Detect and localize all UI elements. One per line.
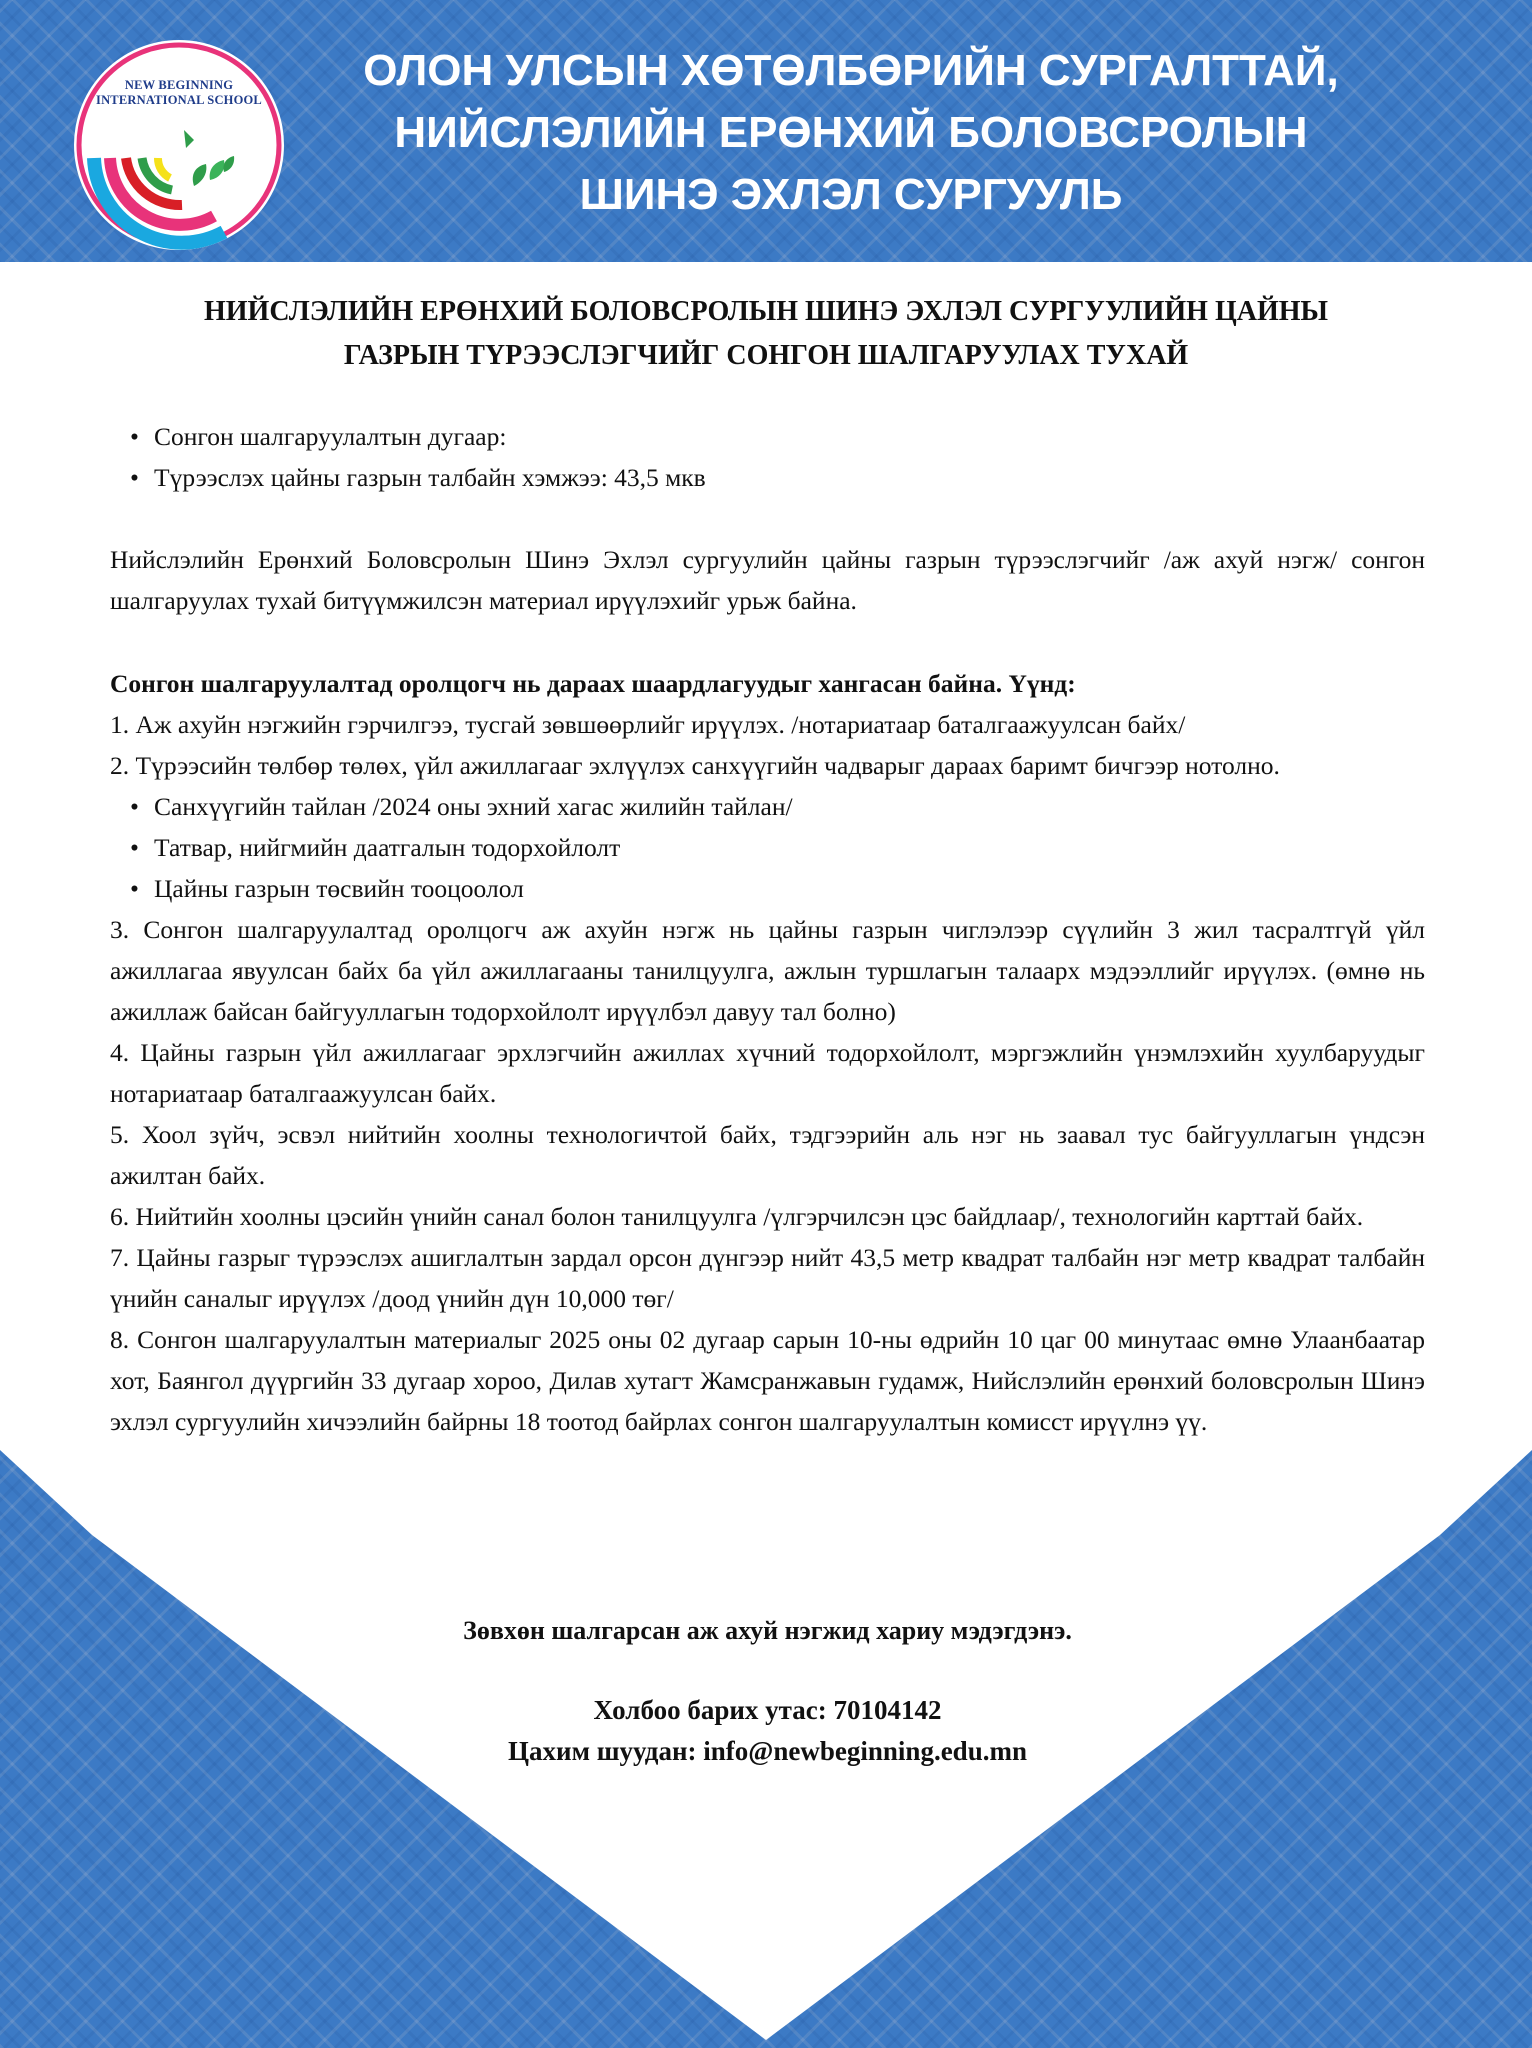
requirement-item-8: 8. Сонгон шалгаруулалтын материалыг 2025 оны 02 дугаар сарын 10-ны өдрийн 10 цаг 00 минутаас өмнө Улаанбаатар хот, Баянгол дүүргийн 33 дугаар хороо, Дилав хутагт Жамсранжавын гудамж, Нийслэлийн ерөнхий боловсролын Шинэ эхлэл сургуулийн хичээлийн байрны 18 тоотод байрлах сонгон шалгаруулалтын комисст ирүүлнэ үү.: [110, 1325, 1425, 1436]
bullet-text: Сонгон шалгаруулалтын дугаар:: [154, 422, 507, 451]
bullet-item-number: [110, 416, 1425, 457]
requirement-item-2: 2. Түрээсийн төлбөр төлөх, үйл ажиллагааг эхлүүлэх санхүүгийн чадварыг дараах баримт бичгээр нотолно.: [110, 751, 1280, 780]
requirement-item-1: 1. Аж ахуйн нэгжийн гэрчилгээ, тусгай зөвшөөрлийг ирүүлэх. /нотариатаар баталгаажуулсан байх/: [110, 710, 1186, 739]
logo-text-line2: INTERNATIONAL SCHOOL: [96, 93, 262, 107]
requirement-item-6: 6. Нийтийн хоолны цэсийн үнийн санал болон танилцуулга /үлгэрчилсэн цэс байдлаар/, технологийн карттай байх.: [110, 1202, 1364, 1231]
sub-bullet-text: Санхүүгийн тайлан /2024 оны эхний хагас жилийн тайлан/: [154, 792, 793, 821]
contact-phone: Холбоо барих утас: 70104142: [593, 1695, 942, 1725]
sub-bullet-item: [110, 827, 1425, 868]
bullet-item-area: [110, 457, 1425, 498]
contact-block: [110, 1690, 1425, 1772]
contact-email: Цахим шуудан: info@newbeginning.edu.mn: [508, 1736, 1027, 1766]
leaves-icon: [186, 150, 236, 190]
header-title-line2: НИЙСЛЭЛИЙН ЕРӨНХИЙ БОЛОВСРОЛЫН: [394, 108, 1308, 157]
bullet-text: Түрээслэх цайны газрын талбайн хэмжээ: 43,5 мкв: [154, 463, 706, 492]
sub-bullet-text: Цайны газрын төсвийн тооцоолол: [154, 874, 524, 903]
logo-text-line1: NEW BEGINNING: [124, 78, 234, 92]
requirement-item-3: 3. Сонгон шалгаруулалтад оролцогч аж ахуйн нэгж нь цайны газрын чиглэлээр сүүлийн 3 жил тасралтгүй үйл ажиллагаа явуулсан байх ба үйл ажиллагааны танилцуулга, ажлын туршлагын талаарх мэдээллийг ирүүлэх. (өмнө нь ажиллаж байсан байгууллагын тодорхойлолт ирүүлбэл давуу тал болно): [110, 915, 1425, 1026]
document-title-line2: ГАЗРЫН ТҮРЭЭСЛЭГЧИЙГ СОНГОН ШАЛГАРУУЛАХ ТУХАЙ: [343, 340, 1189, 371]
sub-bullet-item: [110, 786, 1425, 827]
logo-text: [74, 78, 284, 108]
school-logo: [74, 40, 284, 250]
requirements-heading: Сонгон шалгаруулалтад оролцогч нь дараах шаардлагуудыг хангасан байна. Үүнд:: [110, 669, 1076, 698]
requirement-item-4: 4. Цайны газрын үйл ажиллагааг эрхлэгчийн ажиллах хүчний тодорхойлолт, мэргэжлийн үнэмлэхийн хуулбаруудыг нотариатаар баталгаажуулсан байх.: [110, 1038, 1425, 1108]
sub-bullet-item: [110, 868, 1425, 909]
requirement-item-7: 7. Цайны газрыг түрээслэх ашиглалтын зардал орсон дүнгээр нийт 43,5 метр квадрат талбайн нэг метр квадрат талбайн үнийн саналыг ирүүлэх /доод үнийн дүн 10,000 төг/: [110, 1243, 1425, 1313]
intro-paragraph: Нийслэлийн Ерөнхий Боловсролын Шинэ Эхлэл сургуулийн цайны газрын түрээслэгчийг /аж ахуй нэгж/ сонгон шалгаруулах тухай битүүмжилсэн материал ирүүлэхийг урьж байна.: [110, 545, 1425, 615]
document-title: [100, 290, 1432, 378]
info-bullets: [110, 416, 1425, 498]
header-title-line1: ОЛОН УЛСЫН ХӨТӨЛБӨРИЙН СУРГАЛТТАЙ,: [363, 46, 1339, 95]
requirements-section: [110, 663, 1425, 1442]
header-title-line3: ШИНЭ ЭХЛЭЛ СУРГУУЛЬ: [579, 170, 1123, 219]
notice-text: Зөвхөн шалгарсан аж ахуй нэгжид хариу мэдэгдэнэ.: [463, 1616, 1072, 1645]
requirement-item-5: 5. Хоол зүйч, эсвэл нийтийн хоолны технологичтой байх, тэдгээрийн аль нэг нь заавал тус байгууллагын үндсэн ажилтан байх.: [110, 1120, 1425, 1190]
document-title-line1: НИЙСЛЭЛИЙН ЕРӨНХИЙ БОЛОВСРОЛЫН ШИНЭ ЭХЛЭЛ СУРГУУЛИЙН ЦАЙНЫ: [204, 296, 1328, 327]
sub-bullet-text: Татвар, нийгмийн даатгалын тодорхойлолт: [154, 833, 621, 862]
header-title: [300, 40, 1402, 226]
